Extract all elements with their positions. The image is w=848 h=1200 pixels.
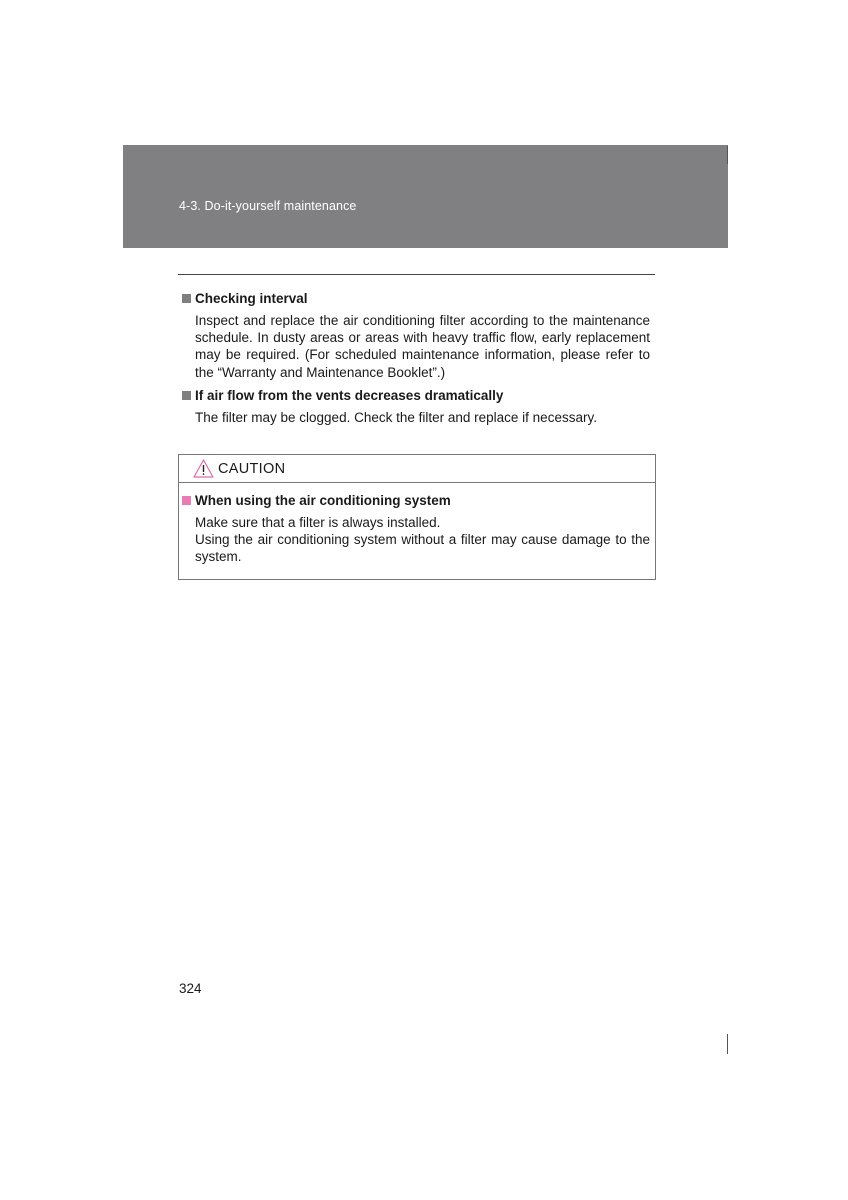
chapter-section-title: 4-3. Do-it-yourself maintenance: [179, 199, 357, 213]
page-number: 324: [179, 981, 202, 996]
caution-body: [182, 492, 650, 566]
caution-label: CAUTION: [218, 460, 286, 477]
caution-heading-text: When using the air conditioning system: [195, 493, 451, 508]
section-checking-interval: [182, 290, 650, 381]
gray-square-bullet-icon: [182, 294, 191, 303]
section-divider: [178, 274, 655, 275]
caution-header: [179, 455, 655, 483]
section-heading: [182, 387, 650, 404]
section-body-text: The filter may be clogged. Check the filter and replace if necessary.: [195, 410, 597, 425]
chapter-header-band: [123, 145, 728, 248]
warning-triangle-icon: [193, 459, 214, 478]
section-heading-text: Checking interval: [195, 291, 308, 306]
caution-line: Make sure that a filter is always installed.: [195, 515, 441, 530]
caution-box: [178, 454, 656, 580]
gray-square-bullet-icon: [182, 391, 191, 400]
section-air-flow: [182, 387, 650, 426]
section-heading-text: If air flow from the vents decreases dramatically: [195, 388, 504, 403]
caution-line: Using the air conditioning system without a filter may cause damage to the system.: [195, 532, 650, 565]
section-body-text: Inspect and replace the air conditioning filter according to the maintenance schedule. In dusty areas or areas with heavy traffic flow, early replacement may be required. (For scheduled maintenance information, please refer to the “Warranty and Maintenance Booklet”.): [195, 313, 650, 380]
caution-body-text: [195, 514, 650, 566]
crop-mark-top: [727, 146, 728, 164]
caution-heading: [182, 492, 650, 509]
crop-mark-bottom: [727, 1034, 728, 1054]
section-heading: [182, 290, 650, 307]
pink-square-bullet-icon: [182, 496, 191, 505]
